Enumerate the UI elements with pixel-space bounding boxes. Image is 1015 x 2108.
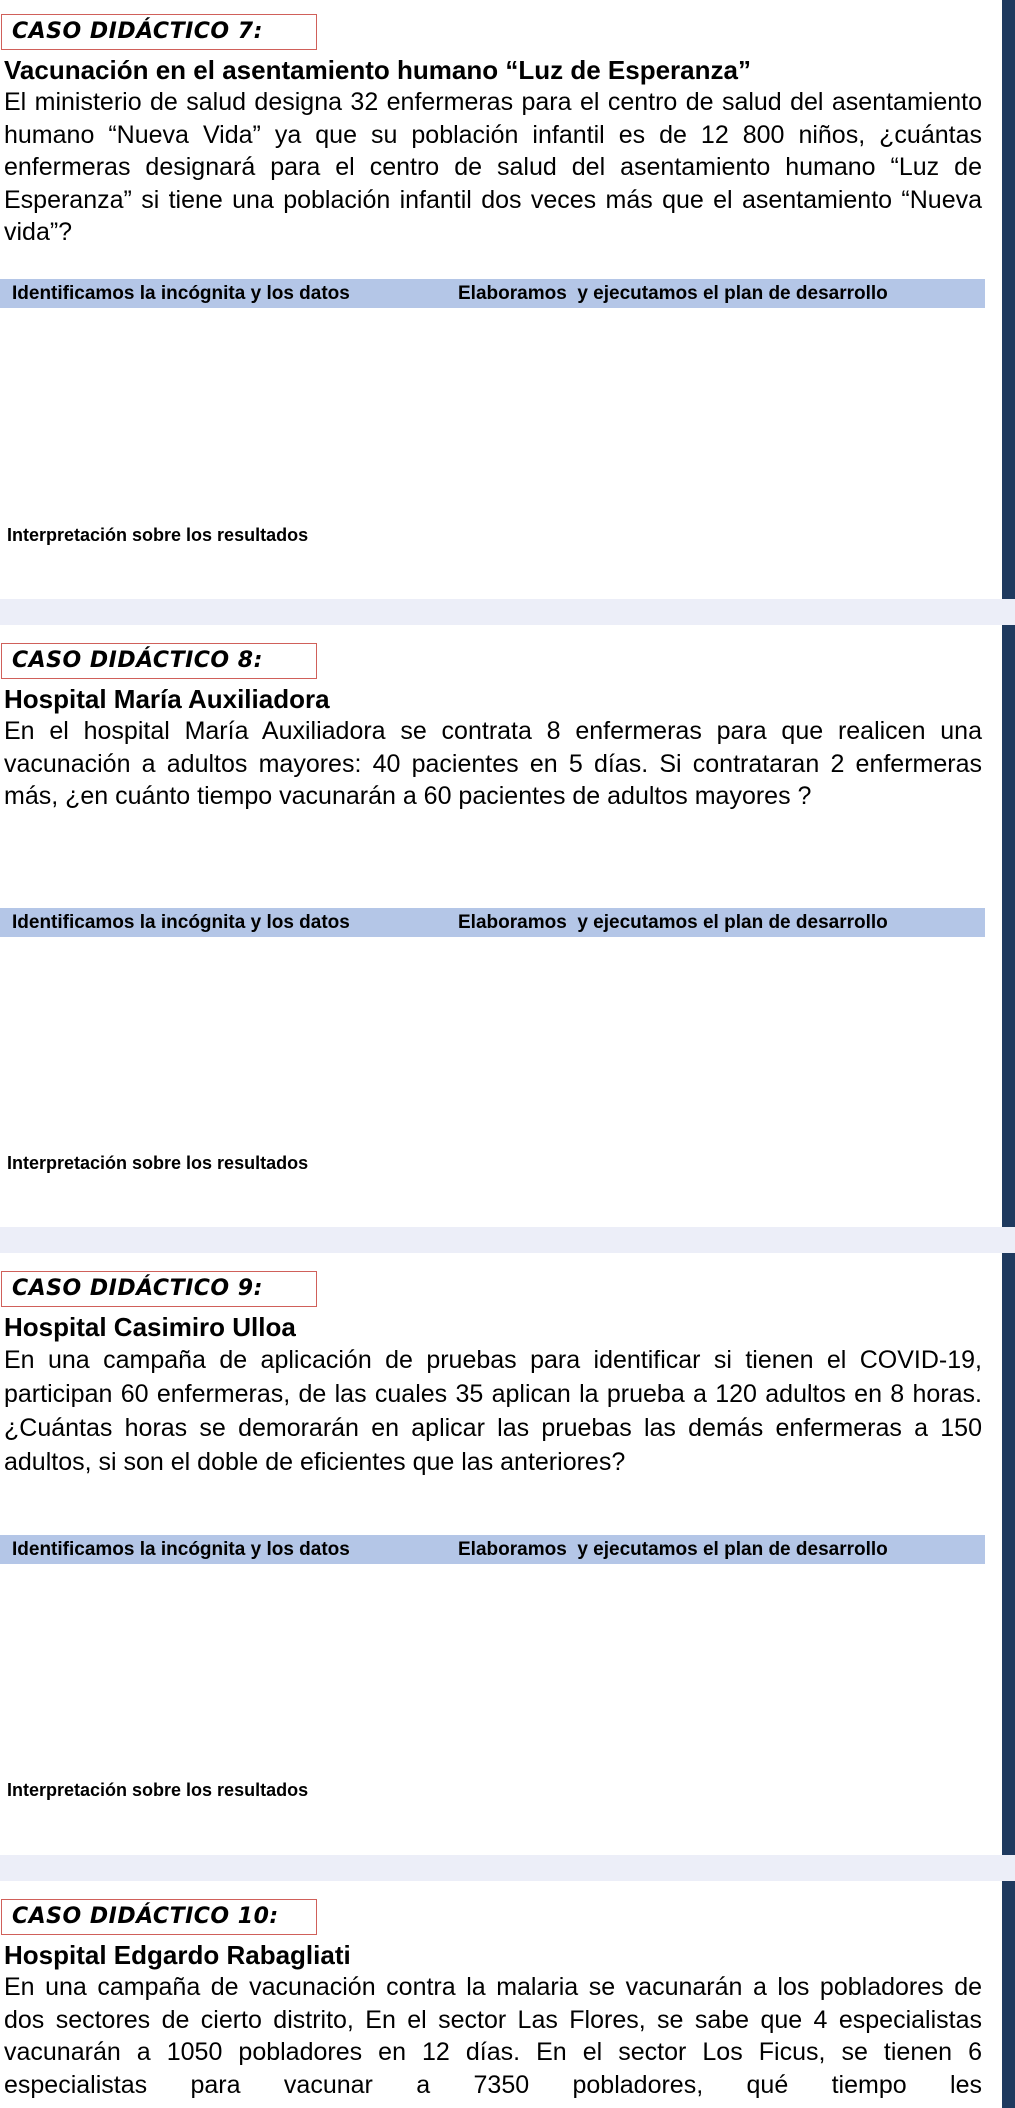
case-problem-text: En una campaña de vacunación contra la malaria se vacunarán a los pobladores de dos sectores de cierto distrito, En el sector Las Flores, se sabe que 4 especialistas vacunarán a 1050 pobladores en 12 días. En el sector Los Ficus, se tienen 6 especialistas para vacunar a 7350 pobladores, qué tiempo les [4, 1973, 982, 2099]
header-incognita: Identificamos la incógnita y los datos [12, 283, 350, 304]
header-incognita: Identificamos la incógnita y los datos [12, 912, 350, 933]
case-label: CASO DIDÁCTICO 8: [1, 643, 317, 679]
case-page-9 [0, 1253, 1015, 1855]
section-header-bar [0, 908, 985, 937]
case-problem-text: En una campaña de aplicación de pruebas para identificar si tienen el COVID-19, participan 60 enfermeras, de las cuales 35 aplican la prueba a 120 adultos en 8 horas. ¿Cuántas horas se demorarán en aplicar las pruebas las demás enfermeras a 150 adultos, si son el doble de eficientes que las anteriores? [4, 1346, 982, 1476]
interpretation-label: Interpretación sobre los resultados [7, 525, 309, 545]
header-plan: Elaboramos y ejecutamos el plan de desarrollo [458, 912, 888, 933]
page-edge-bar [1002, 0, 1015, 599]
case-page-7 [0, 0, 1015, 599]
page-edge-bar [1002, 1881, 1015, 2108]
case-title: Hospital Casimiro Ulloa [4, 1312, 296, 1342]
page-edge-bar [1002, 1253, 1015, 1855]
page-gap [0, 599, 1015, 625]
header-incognita: Identificamos la incógnita y los datos [12, 1539, 350, 1560]
header-plan: Elaboramos y ejecutamos el plan de desarrollo [458, 1539, 888, 1560]
case-page-10 [0, 1881, 1015, 2108]
interpretation-label: Interpretación sobre los resultados [7, 1780, 309, 1800]
case-title: Hospital Edgardo Rabagliati [4, 1940, 351, 1970]
case-problem-text: El ministerio de salud designa 32 enfermeras para el centro de salud del asentamiento humano “Nueva Vida” ya que su población infantil es de 12 800 niños, ¿cuántas enfermeras designará para el centro de salud del asentamiento humano “Luz de Esperanza” si tiene una población infantil dos veces más que el asentamiento “Nueva vida”? [4, 88, 982, 246]
case-label: CASO DIDÁCTICO 7: [1, 14, 317, 50]
case-label: CASO DIDÁCTICO 9: [1, 1271, 317, 1307]
page-gap [0, 1227, 1015, 1253]
case-title: Hospital María Auxiliadora [4, 684, 330, 714]
case-page-8 [0, 625, 1015, 1227]
case-problem-text: En el hospital María Auxiliadora se contrata 8 enfermeras para que realicen una vacunación a adultos mayores: 40 pacientes en 5 días. Si contrataran 2 enfermeras más, ¿en cuánto tiempo vacunarán a 60 pacientes de adultos mayores ? [4, 717, 982, 810]
page-gap [0, 1855, 1015, 1881]
case-label: CASO DIDÁCTICO 10: [1, 1899, 317, 1935]
page-edge-bar [1002, 625, 1015, 1227]
section-header-bar [0, 279, 985, 308]
interpretation-label: Interpretación sobre los resultados [7, 1153, 309, 1173]
header-plan: Elaboramos y ejecutamos el plan de desarrollo [458, 283, 888, 304]
section-header-bar [0, 1535, 985, 1564]
case-title: Vacunación en el asentamiento humano “Luz de Esperanza” [4, 55, 751, 85]
